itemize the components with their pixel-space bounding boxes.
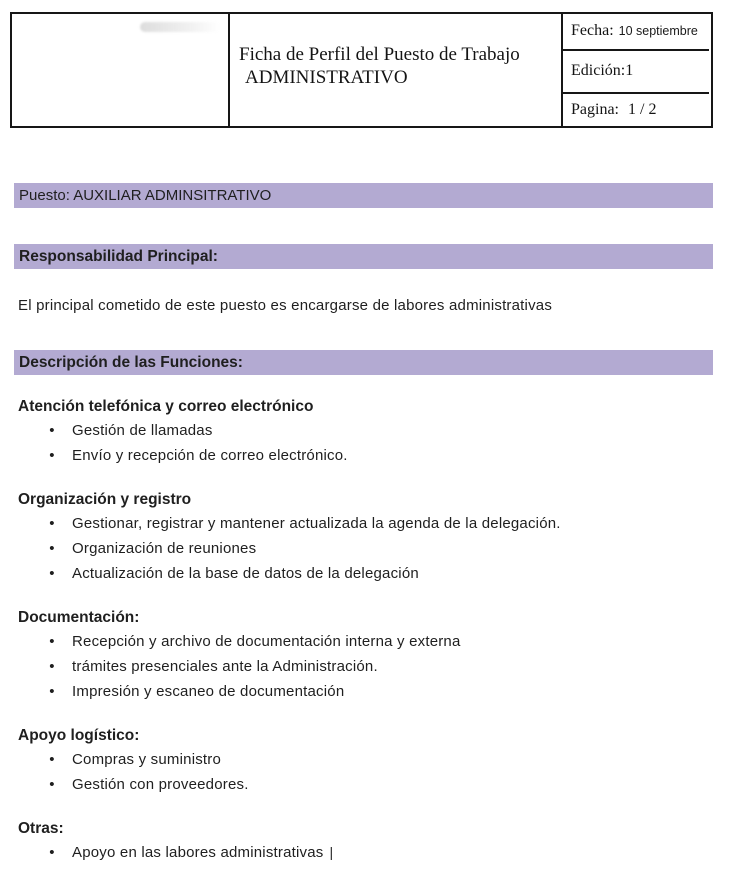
list-item-text: Apoyo en las labores administrativas bbox=[72, 844, 324, 861]
function-group-apoyo-logistico bbox=[18, 725, 713, 797]
bullet-marker: • bbox=[49, 658, 55, 675]
responsabilidad-body: El principal cometido de este puesto es encargarse de labores administrativas bbox=[18, 297, 553, 314]
text-cursor[interactable]: | bbox=[329, 844, 334, 860]
bullet-marker: • bbox=[49, 422, 55, 439]
list-item bbox=[18, 772, 713, 797]
list-item-text: Actualización de la base de datos de la delegación bbox=[72, 565, 419, 582]
list-item bbox=[18, 536, 713, 561]
list-item bbox=[18, 511, 713, 536]
bullet-marker: • bbox=[49, 844, 55, 861]
list-item bbox=[18, 629, 713, 654]
function-group-otras bbox=[18, 818, 713, 865]
bullet-marker: • bbox=[49, 776, 55, 793]
list-item bbox=[18, 679, 713, 704]
function-group-atencion bbox=[18, 396, 713, 468]
group-title: Otras: bbox=[18, 820, 64, 837]
list-item-text: Recepción y archivo de documentación interna y externa bbox=[72, 633, 461, 650]
pagina-label: Pagina: bbox=[571, 101, 619, 119]
list-item-text: trámites presenciales ante la Administración. bbox=[72, 658, 378, 675]
list-item-text: Gestión de llamadas bbox=[72, 422, 213, 439]
puesto-bar: Puesto: AUXILIAR ADMINSITRATIVO bbox=[14, 183, 713, 208]
list-item-text: Gestión con proveedores. bbox=[72, 776, 249, 793]
fecha-value: 10 septiembre bbox=[618, 24, 698, 39]
bullet-marker: • bbox=[49, 751, 55, 768]
list-item bbox=[18, 418, 713, 443]
list-item-text: Envío y recepción de correo electrónico. bbox=[72, 447, 348, 464]
group-title: Documentación: bbox=[18, 609, 140, 626]
fecha-label: Fecha: bbox=[571, 22, 614, 40]
descripcion-heading: Descripción de las Funciones: bbox=[14, 350, 713, 375]
bullet-marker: • bbox=[49, 565, 55, 582]
bullet-marker: • bbox=[49, 683, 55, 700]
bullet-marker: • bbox=[49, 540, 55, 557]
function-group-documentacion bbox=[18, 607, 713, 704]
bullet-marker: • bbox=[49, 515, 55, 532]
edicion-row bbox=[563, 49, 709, 92]
document-subtitle: ADMINISTRATIVO bbox=[245, 67, 408, 88]
pagina-value: 1 / 2 bbox=[628, 101, 657, 119]
group-title: Organización y registro bbox=[18, 491, 192, 508]
list-item-text: Organización de reuniones bbox=[72, 540, 257, 557]
list-item bbox=[18, 840, 713, 865]
list-item-text: Gestionar, registrar y mantener actualizada la agenda de la delegación. bbox=[72, 515, 561, 532]
header-table bbox=[10, 12, 713, 128]
edicion-label: Edición:1 bbox=[571, 62, 634, 80]
logo-cell bbox=[12, 14, 228, 126]
function-group-organizacion bbox=[18, 489, 713, 586]
list-item-text: Compras y suministro bbox=[72, 751, 222, 768]
responsabilidad-heading: Responsabilidad Principal: bbox=[14, 244, 713, 269]
document-title-cell bbox=[228, 14, 563, 126]
list-item bbox=[18, 654, 713, 679]
bullet-marker: • bbox=[49, 447, 55, 464]
fecha-row bbox=[563, 14, 709, 49]
pagina-row bbox=[563, 92, 709, 126]
bullet-marker: • bbox=[49, 633, 55, 650]
list-item bbox=[18, 747, 713, 772]
group-title: Atención telefónica y correo electrónico bbox=[18, 398, 314, 415]
list-item-text: Impresión y escaneo de documentación bbox=[72, 683, 345, 700]
list-item bbox=[18, 561, 713, 586]
list-item bbox=[18, 443, 713, 468]
faded-logo-mark bbox=[140, 22, 220, 32]
meta-cell bbox=[563, 14, 709, 126]
group-title: Apoyo logístico: bbox=[18, 727, 140, 744]
document-title: Ficha de Perfil del Puesto de Trabajo bbox=[239, 44, 520, 65]
